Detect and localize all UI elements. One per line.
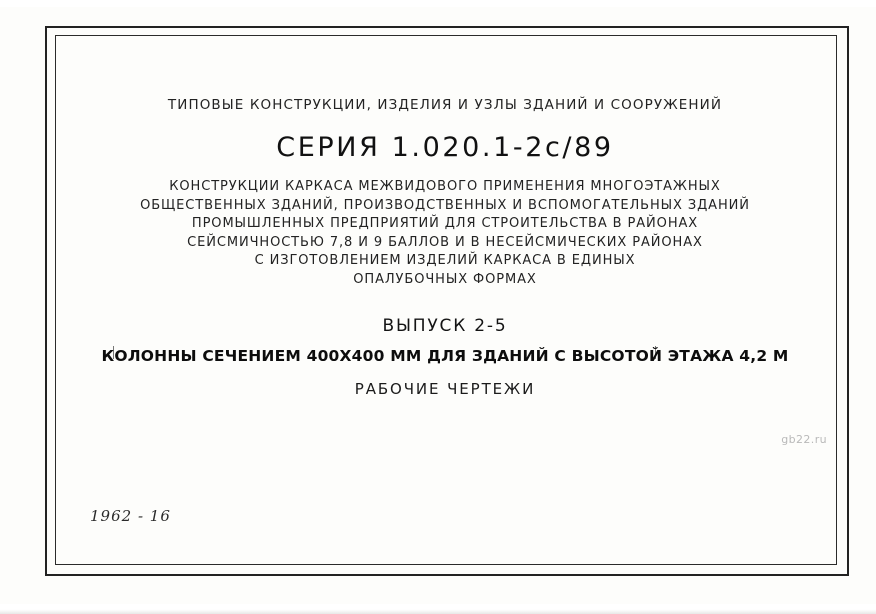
scan-edge-bottom [0,604,876,614]
description-line-4: СЕЙСМИЧНОСТЬЮ 7,8 И 9 БАЛЛОВ И В НЕСЕЙСМИЧЕСКИХ РАЙОНАХ [187,234,703,250]
archive-code: 1962 - 16 [90,507,171,525]
issue-label: ВЫПУСК 2-5 [382,316,508,336]
watermark-text: gb22.ru [781,433,827,446]
title-block-content [55,35,835,563]
description-block [55,178,835,289]
scan-edge-top [0,0,876,7]
document-header-line: ТИПОВЫЕ КОНСТРУКЦИИ, ИЗДЕЛИЯ И УЗЛЫ ЗДАНИЙ И СООРУЖЕНИЙ [167,97,723,113]
series-title: СЕРИЯ 1.020.1-2с/89 [276,132,614,163]
description-line-5: С ИЗГОТОВЛЕНИЕМ ИЗДЕЛИЙ КАРКАСА В ЕДИНЫХ [254,253,636,268]
description-line-3: ПРОМЫШЛЕННЫХ ПРЕДПРИЯТИЙ ДЛЯ СТРОИТЕЛЬСТВА В РАЙОНАХ [191,216,699,231]
description-line-1: КОНСТРУКЦИИ КАРКАСА МЕЖВИДОВОГО ПРИМЕНЕНИЯ МНОГОЭТАЖНЫХ [169,179,721,194]
description-line-2: ОБЩЕСТВЕННЫХ ЗДАНИЙ, ПРОИЗВОДСТВЕННЫХ И ВСПОМОГАТЕЛЬНЫХ ЗДАНИЙ [140,197,750,213]
document-kind: РАБОЧИЕ ЧЕРТЕЖИ [354,380,536,398]
issue-subject: КОЛОННЫ СЕЧЕНИЕМ 400Х400 ММ ДЛЯ ЗДАНИЙ С ВЫСОТОЙ ЭТАЖА 4,2 М [101,347,789,365]
description-line-6: ОПАЛУБОЧНЫХ ФОРМАХ [353,271,537,287]
